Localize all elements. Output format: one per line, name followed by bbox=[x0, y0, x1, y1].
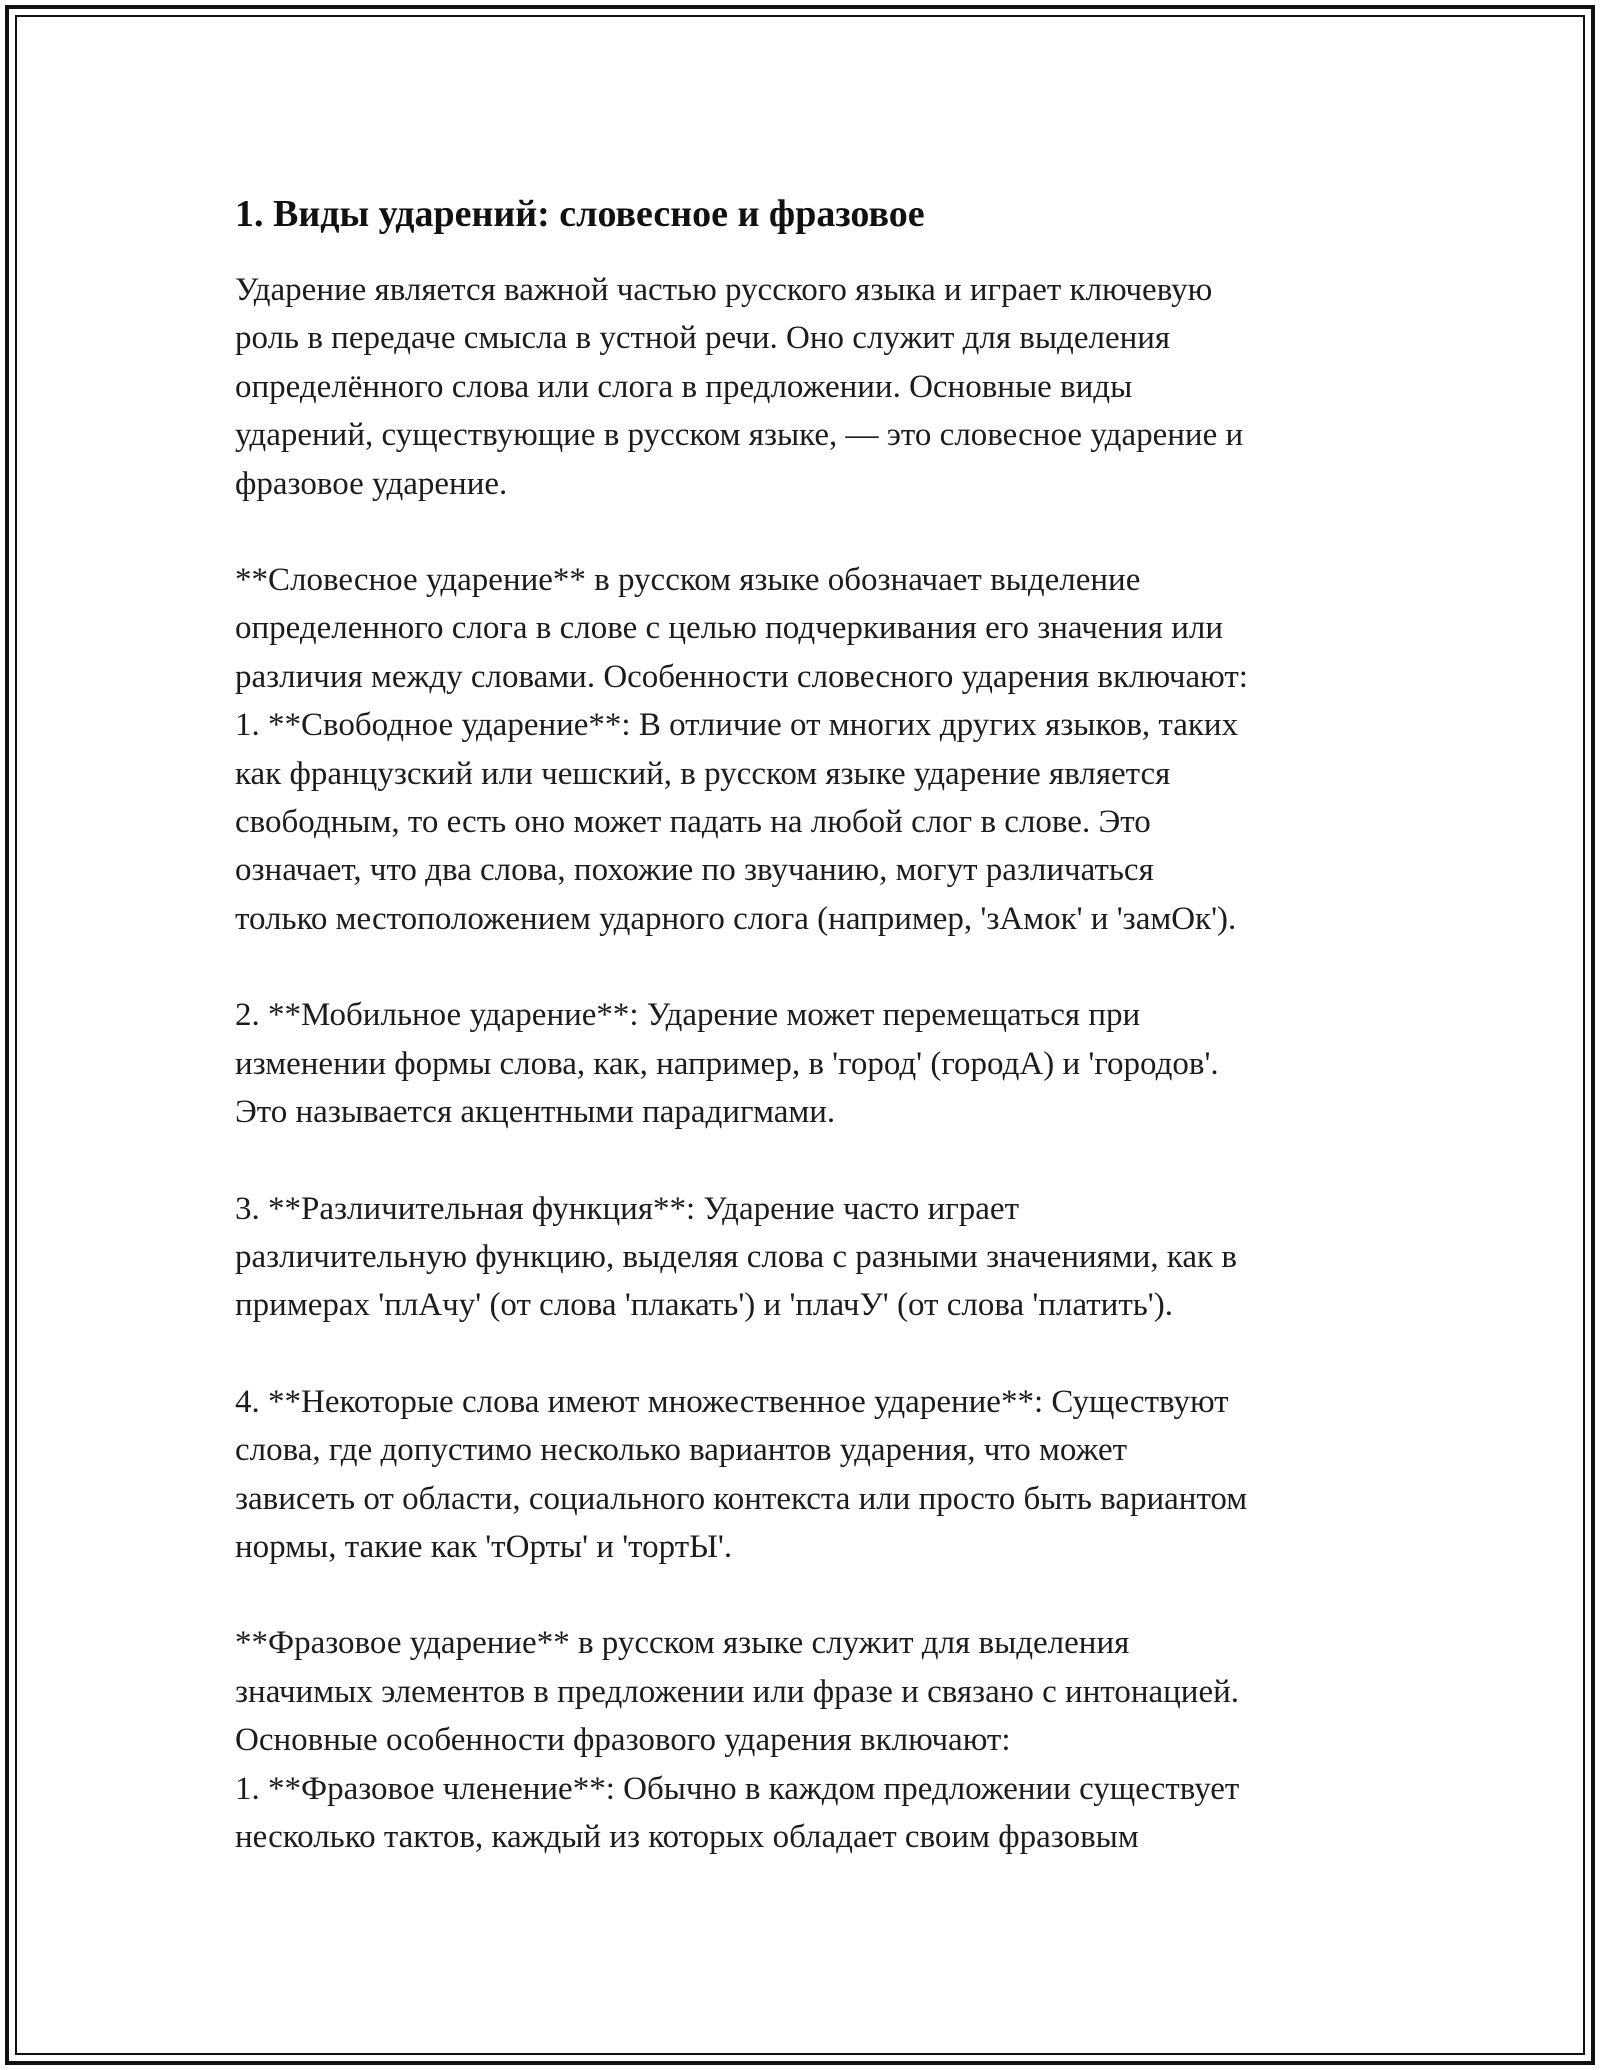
page-title: 1. Виды ударений: словесное и фразовое bbox=[235, 193, 925, 235]
paragraph-word-stress: **Словесное ударение** в русском языке обозначает выделение определенного слога в слове с целью подчеркивания его значения или различия между словами. Особенности словесного ударения включают: 1. **Свободное ударение**: В отличие от многих других языков, таких как французский или чешский, в русском языке ударение является свободным, то есть оно может падать на любой слог в слове. Это означает, что два слова, похожие по звучанию, могут различаться только местоположением ударного слога (например, 'зАмок' и 'замОк'). bbox=[235, 562, 1248, 937]
document-body bbox=[235, 188, 1385, 1909]
paragraph-distinctive-function: 3. **Различительная функция**: Ударение часто играет различительную функцию, выделяя слова с разными значениями, как в примерах 'плАчу' (от слова 'плакать') и 'плачУ' (от слова 'платить'). bbox=[235, 1190, 1237, 1324]
paragraph-multiple-stress: 4. **Некоторые слова имеют множественное ударение**: Существуют слова, где допустимо несколько вариантов ударения, что может зависеть от области, социального контекста или просто быть вариантом нормы, такие как 'тОрты' и 'тортЫ'. bbox=[235, 1383, 1248, 1565]
paragraph-mobile-stress: 2. **Мобильное ударение**: Ударение может перемещаться при изменении формы слова, как, например, в 'город' (городА) и 'городов'. Это называется акцентными парадигмами. bbox=[235, 997, 1219, 1131]
paragraph-intro: Ударение является важной частью русского языка и играет ключевую роль в передаче смысла в устной речи. Оно служит для выделения определённого слова или слога в предложении. Основные виды ударений, существующие в русском языке, — это словесное ударение и фразовое ударение. bbox=[235, 272, 1244, 502]
paragraph-phrase-stress: **Фразовое ударение** в русском языке служит для выделения значимых элементов в предложении или фразе и связано с интонацией. Основные особенности фразового ударения включают: 1. **Фразовое членение**: Обычно в каждом предложении существует несколько тактов, каждый из которых обладает своим фразовым bbox=[235, 1625, 1240, 1855]
